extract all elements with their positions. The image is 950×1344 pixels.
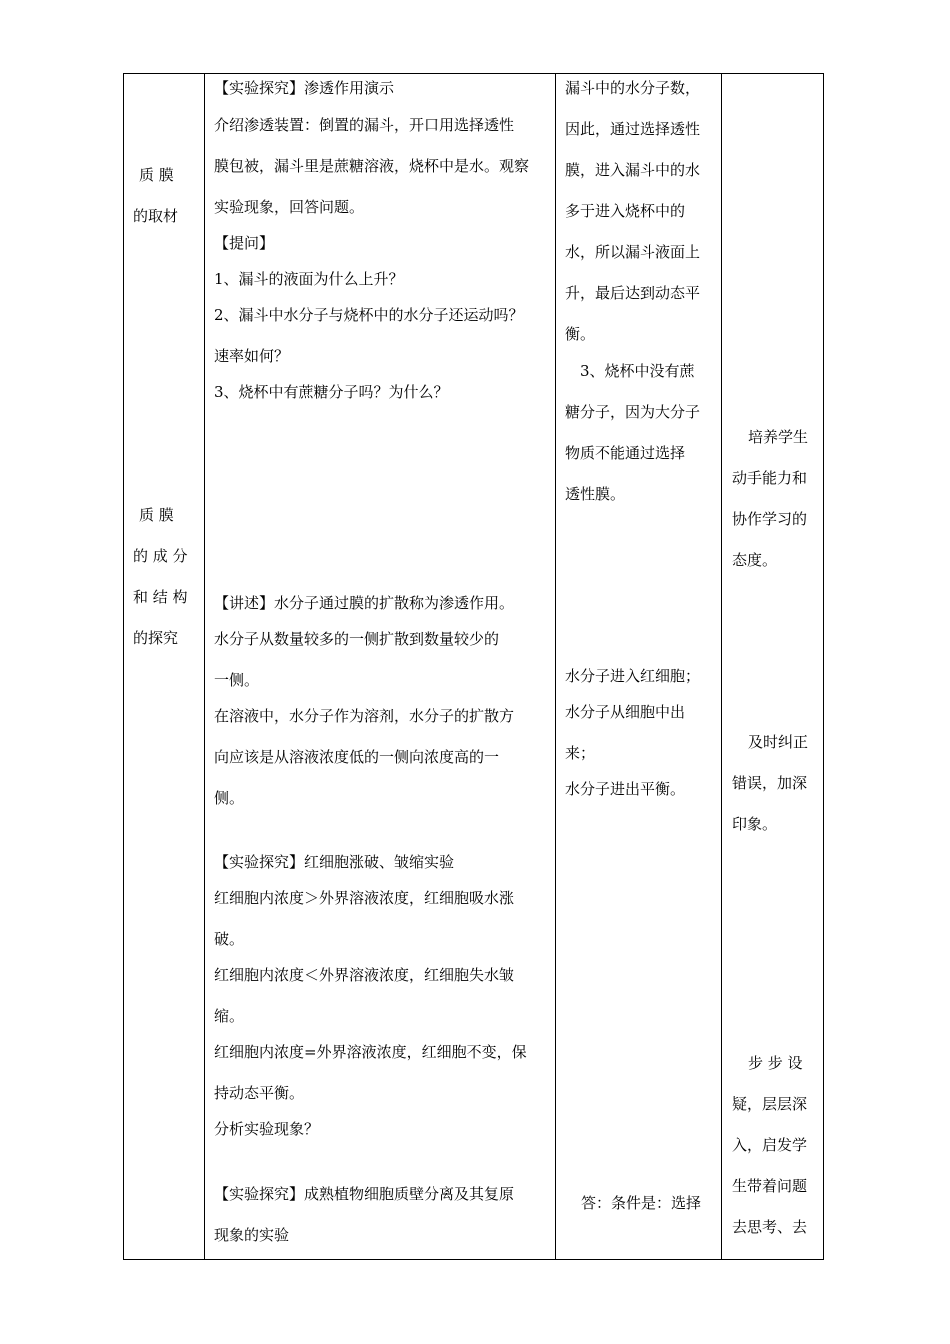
design-intent-line: 及时纠正 (748, 733, 809, 751)
topic-label: 的探究 (133, 629, 179, 647)
teacher-activity-line: 分析实验现象？ (214, 1120, 320, 1138)
student-activity-line: 物质不能通过选择 (565, 444, 686, 462)
design-intent-line: 去思考、去 (732, 1218, 808, 1236)
teacher-activity-line: 【讲述】水分子通过膜的扩散称为渗透作用。 (214, 594, 515, 612)
design-intent-line: 印象。 (732, 815, 778, 833)
design-intent-line: 动手能力和 (732, 469, 808, 487)
teacher-activity-line: 水分子从数量较多的一侧扩散到数量较少的 (214, 630, 500, 648)
teacher-activity-line: 【实验探究】渗透作用演示 (214, 79, 395, 97)
design-intent-line: 错误，加深 (732, 774, 808, 792)
design-intent-line: 疑，层层深 (732, 1095, 808, 1113)
student-activity-line: 来； (565, 744, 596, 762)
teacher-activity-line: 2、漏斗中水分子与烧杯中的水分子还运动吗？ (214, 306, 524, 324)
student-activity-line: 升，最后达到动态平 (565, 284, 701, 302)
teacher-activity-line: 速率如何？ (214, 347, 290, 365)
topic-label: 质 膜 (139, 166, 174, 184)
topic-label: 质 膜 (139, 506, 174, 524)
teacher-activity-line: 1、漏斗的液面为什么上升？ (214, 270, 404, 288)
student-activity-line: 透性膜。 (565, 485, 626, 503)
teacher-activity-line: 实验现象，回答问题。 (214, 198, 365, 216)
student-activity-line: 水分子进出平衡。 (565, 780, 686, 798)
teacher-activity-line: 【提问】 (214, 234, 275, 252)
student-activity-line: 水分子从细胞中出 (565, 703, 686, 721)
teacher-activity-line: 【实验探究】成熟植物细胞质壁分离及其复原 (214, 1185, 515, 1203)
teacher-activity-line: 红细胞内浓度＜外界溶液浓度，红细胞失水皱 (214, 966, 515, 984)
topic-label: 和 结 构 (133, 588, 188, 606)
design-intent-line: 态度。 (732, 551, 778, 569)
design-intent-line: 协作学习的 (732, 510, 808, 528)
topic-label: 的 成 分 (133, 547, 188, 565)
teacher-activity-line: 红细胞内浓度=外界溶液浓度，红细胞不变，保 (214, 1043, 527, 1061)
student-activity-line: 膜，进入漏斗中的水 (565, 161, 701, 179)
teacher-activity-line: 膜包被，漏斗里是蔗糖溶液，烧杯中是水。观察 (214, 157, 530, 175)
teacher-activity-line: 向应该是从溶液浓度低的一侧向浓度高的一 (214, 748, 500, 766)
teacher-activity-line: 现象的实验 (214, 1226, 290, 1244)
design-intent-line: 入，启发学 (732, 1136, 808, 1154)
student-activity-line: 漏斗中的水分子数， (565, 79, 701, 97)
teacher-activity-line: 持动态平衡。 (214, 1084, 305, 1102)
design-intent-line: 步 步 设 (748, 1054, 803, 1072)
design-intent-line: 生带着问题 (732, 1177, 808, 1195)
column-divider (204, 74, 205, 1259)
student-activity-line: 答：条件是：选择 (581, 1194, 702, 1212)
teacher-activity-line: 3、烧杯中有蔗糖分子吗？为什么？ (214, 383, 449, 401)
teacher-activity-line: 缩。 (214, 1007, 245, 1025)
design-intent-line: 培养学生 (748, 428, 809, 446)
column-divider (555, 74, 556, 1259)
student-activity-line: 糖分子，因为大分子 (565, 403, 701, 421)
column-divider (721, 74, 722, 1259)
teacher-activity-line: 介绍渗透装置：倒置的漏斗，开口用选择透性 (214, 116, 515, 134)
topic-label: 的取材 (133, 207, 179, 225)
teacher-activity-line: 【实验探究】红细胞涨破、皱缩实验 (214, 853, 455, 871)
student-activity-line: 因此，通过选择透性 (565, 120, 701, 138)
teacher-activity-line: 一侧。 (214, 671, 260, 689)
teacher-activity-line: 侧。 (214, 789, 245, 807)
student-activity-line: 3、烧杯中没有蔗 (580, 362, 695, 380)
student-activity-line: 水，所以漏斗液面上 (565, 243, 701, 261)
teacher-activity-line: 破。 (214, 930, 245, 948)
student-activity-line: 水分子进入红细胞； (565, 667, 701, 685)
student-activity-line: 衡。 (565, 325, 596, 343)
lesson-table (123, 73, 824, 1260)
teacher-activity-line: 在溶液中，水分子作为溶剂，水分子的扩散方 (214, 707, 515, 725)
student-activity-line: 多于进入烧杯中的 (565, 202, 686, 220)
teacher-activity-line: 红细胞内浓度＞外界溶液浓度，红细胞吸水涨 (214, 889, 515, 907)
